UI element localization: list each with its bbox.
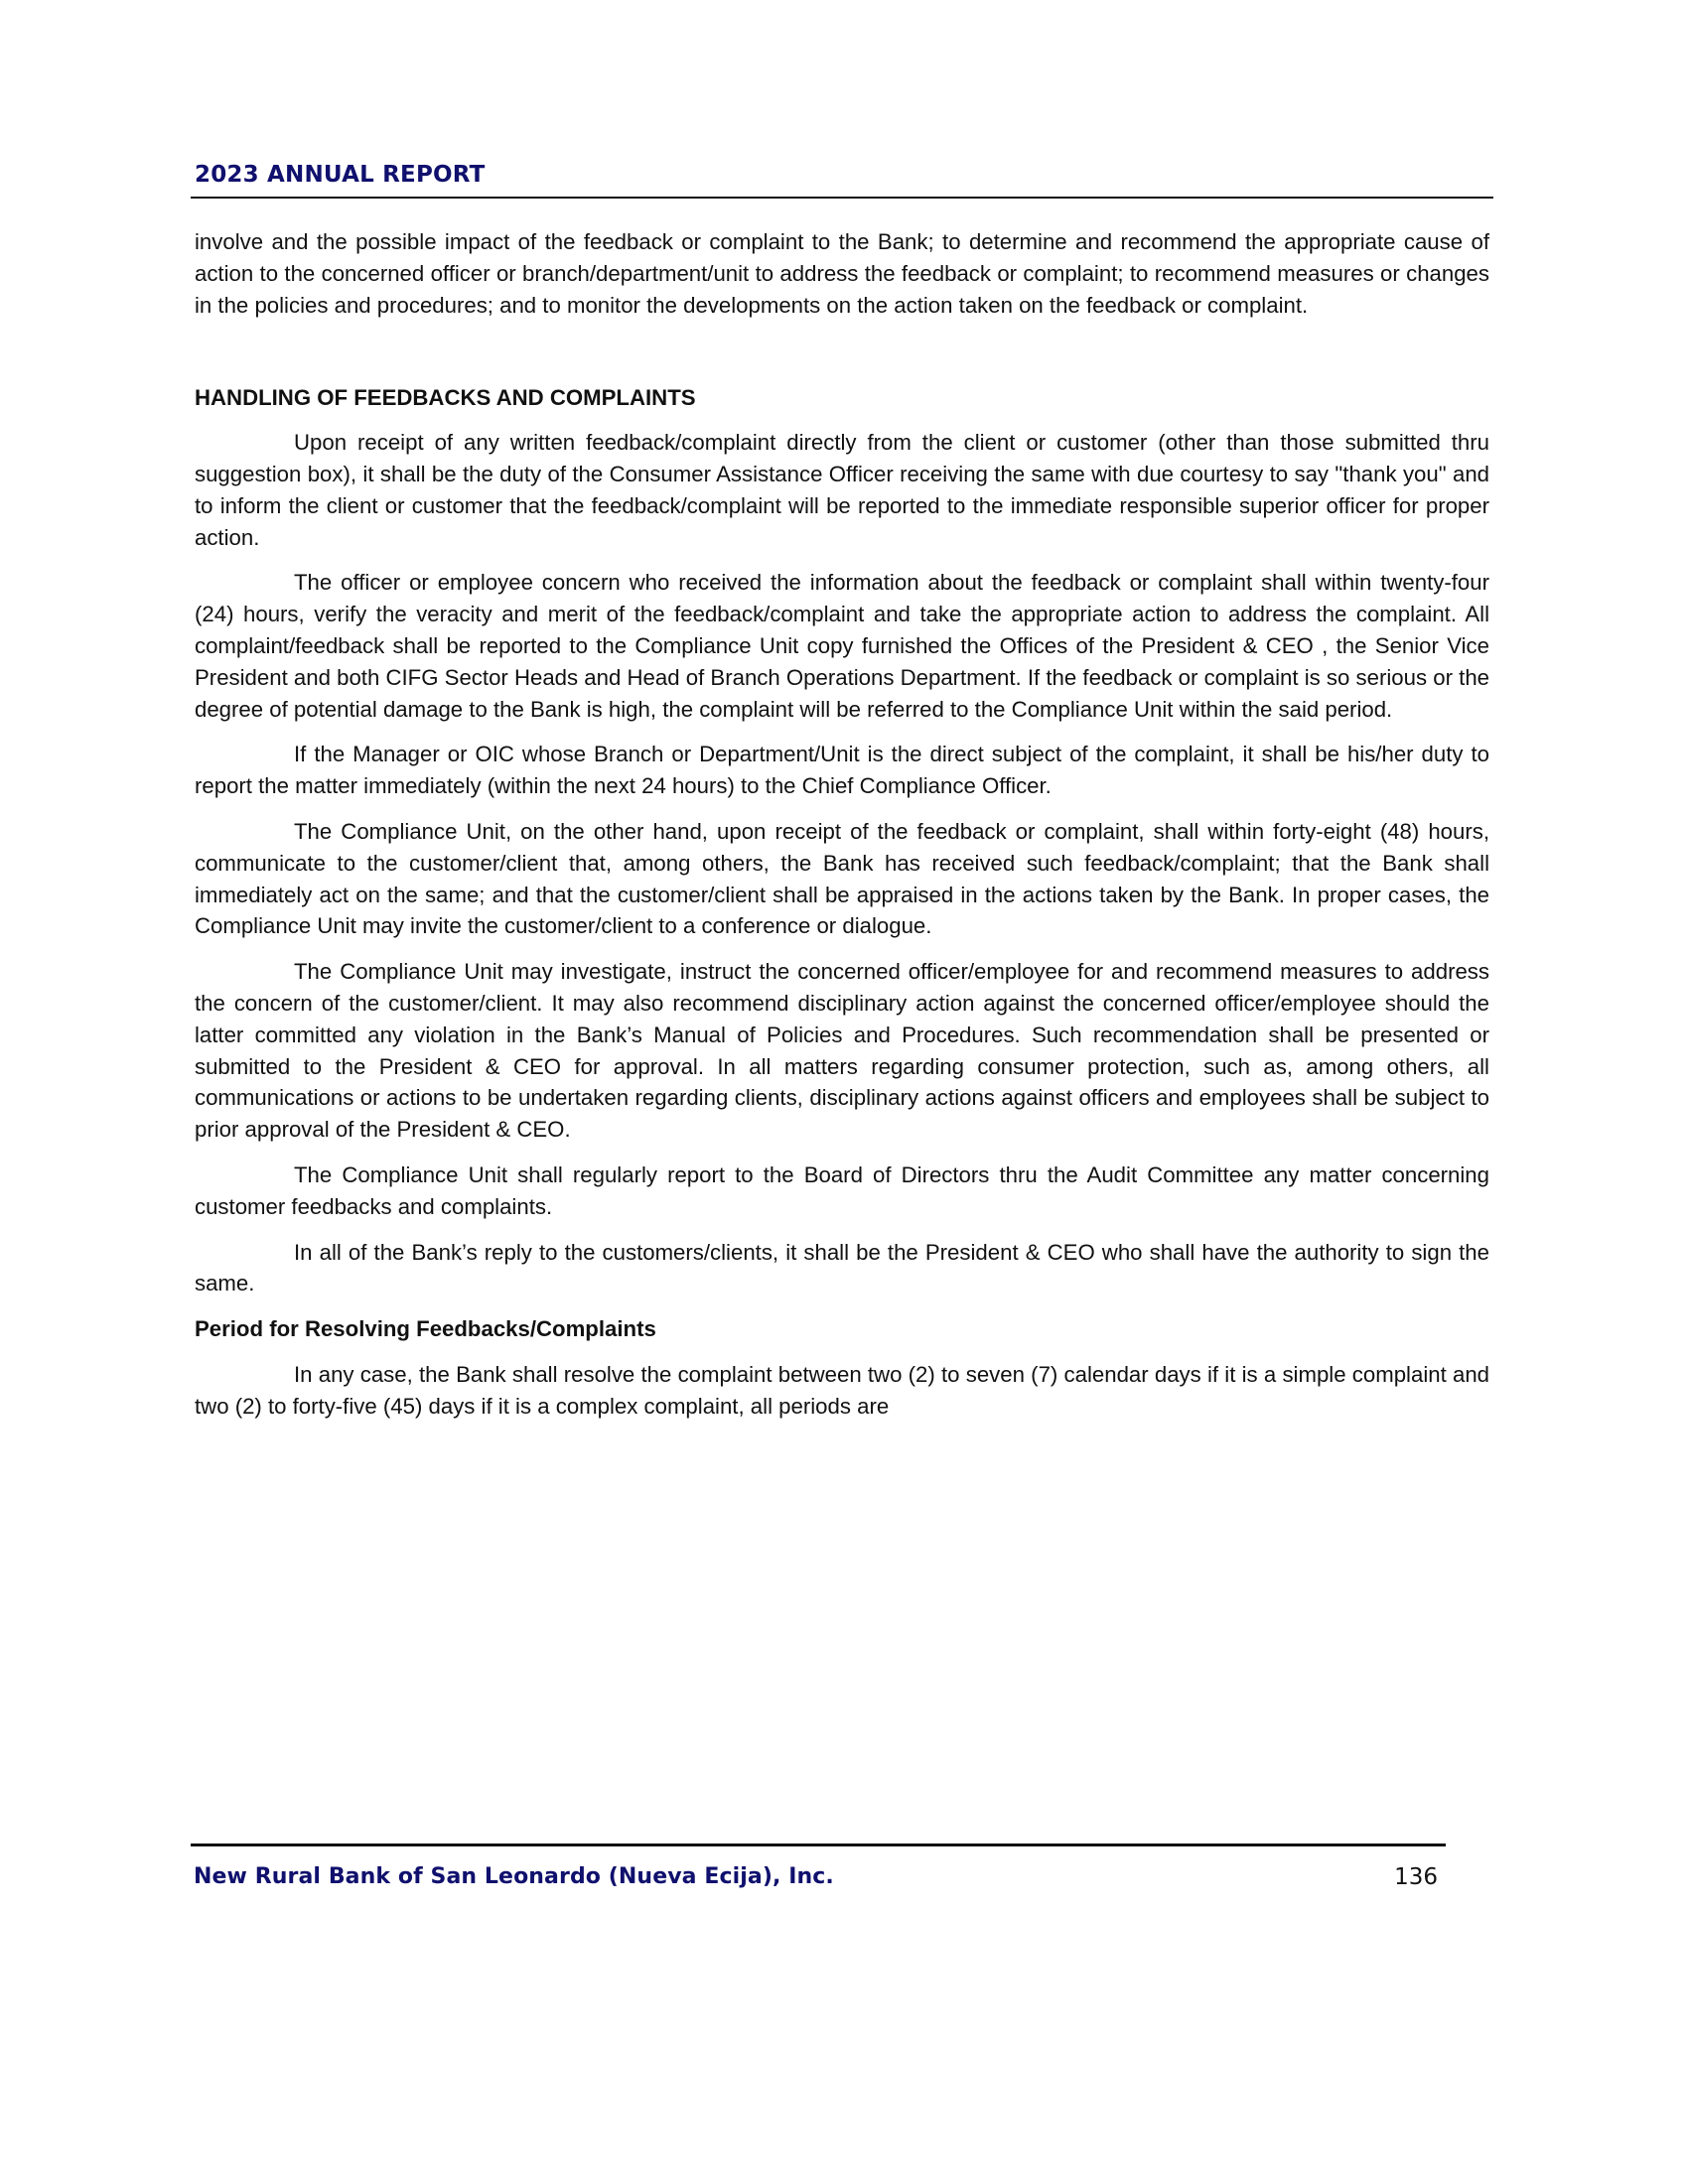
page-header bbox=[195, 159, 1497, 191]
paragraph-resolution-period: In any case, the Bank shall resolve the complaint between two (2) to seven (7) calendar days if it is a simple complaint and two (2) to forty-five (45) days if it is a complex complaint, all periods are bbox=[195, 1361, 1489, 1419]
spacer bbox=[195, 414, 1489, 427]
spacer bbox=[195, 1146, 1489, 1160]
report-title: 2023 ANNUAL REPORT bbox=[195, 162, 486, 188]
spacer bbox=[195, 1345, 1489, 1359]
spacer bbox=[195, 1223, 1489, 1237]
footer-divider bbox=[191, 1843, 1446, 1846]
spacer bbox=[195, 1299, 1489, 1313]
paragraph-officer-verification: The officer or employee concern who received the information about the feedback or complaint shall within twenty-four (24) hours, verify the veracity and merit of the feedback/complaint and take the appropriate action to address the complaint. All complaint/feedback shall be reported to the Compliance Unit copy furnished the Offices of the President & CEO , the Senior Vice President and both CIFG Sector Heads and Head of Branch Operations Department. If the feedback or complaint is so serious or the degree of potential damage to the Bank is high, the complaint will be referred to the Compliance Unit within the said period. bbox=[195, 570, 1489, 722]
paragraph-manager-report: If the Manager or OIC whose Branch or Department/Unit is the direct subject of the complaint, it shall be his/her duty to report the matter immediately (within the next 24 hours) to the Chief Compliance Officer. bbox=[195, 742, 1489, 799]
spacer bbox=[195, 725, 1489, 739]
section-heading: HANDLING OF FEEDBACKS AND COMPLAINTS bbox=[195, 385, 696, 411]
paragraph-board-reporting: The Compliance Unit shall regularly report to the Board of Directors thru the Audit Committee any matter concerning customer feedbacks and complaints. bbox=[195, 1161, 1489, 1219]
document-body bbox=[195, 226, 1489, 1423]
paragraph-receipt-of-feedback: Upon receipt of any written feedback/complaint directly from the client or customer (other than those submitted thru suggestion box), it shall be the duty of the Consumer Assistance Officer receiving the same with due courtesy to say "thank you" and to inform the client or customer that the feedback/complaint will be reported to the immediate responsible superior officer for proper action. bbox=[195, 430, 1489, 550]
paragraph-compliance-communication: The Compliance Unit, on the other hand, upon receipt of the feedback or complaint, shall within forty-eight (48) hours, communicate to the customer/client that, among others, the Bank has received such feedback/complaint; that the Bank shall immediately act on the same; and that the customer/client shall be appraised in the actions taken by the Bank. In proper cases, the Compliance Unit may invite the customer/client to a conference or dialogue. bbox=[195, 818, 1489, 939]
spacer bbox=[195, 321, 1489, 382]
spacer bbox=[195, 802, 1489, 816]
organization-name: New Rural Bank of San Leonardo (Nueva Ecija), Inc. bbox=[194, 1864, 834, 1889]
paragraph-compliance-investigation: The Compliance Unit may investigate, instruct the concerned officer/employee for and recommend measures to address the concern of the customer/client. It may also recommend disciplinary action against the concerned officer/employee should the latter committed any violation in the Bank’s Manual of Policies and Procedures. Such recommendation shall be presented or submitted to the President & CEO for approval. In all matters regarding consumer protection, such as, among others, all communications or actions to be undertaken regarding clients, disciplinary actions against officers and employees shall be subject to prior approval of the President & CEO. bbox=[195, 959, 1489, 1143]
spacer bbox=[195, 553, 1489, 567]
spacer bbox=[195, 942, 1489, 956]
continued-paragraph: involve and the possible impact of the feedback or complaint to the Bank; to determine and recommend the appropriate cause of action to the concerned officer or branch/department/unit to address the feedback or complaint; to recommend measures or changes in the policies and procedures; and to monitor the developments on the action taken on the feedback or complaint. bbox=[195, 229, 1489, 318]
page-number: 136 bbox=[1394, 1864, 1438, 1890]
subsection-heading: Period for Resolving Feedbacks/Complaints bbox=[195, 1316, 656, 1342]
header-divider bbox=[191, 197, 1493, 199]
paragraph-reply-authority: In all of the Bank’s reply to the customers/clients, it shall be the President & CEO who shall have the authority to sign the same. bbox=[195, 1239, 1489, 1297]
